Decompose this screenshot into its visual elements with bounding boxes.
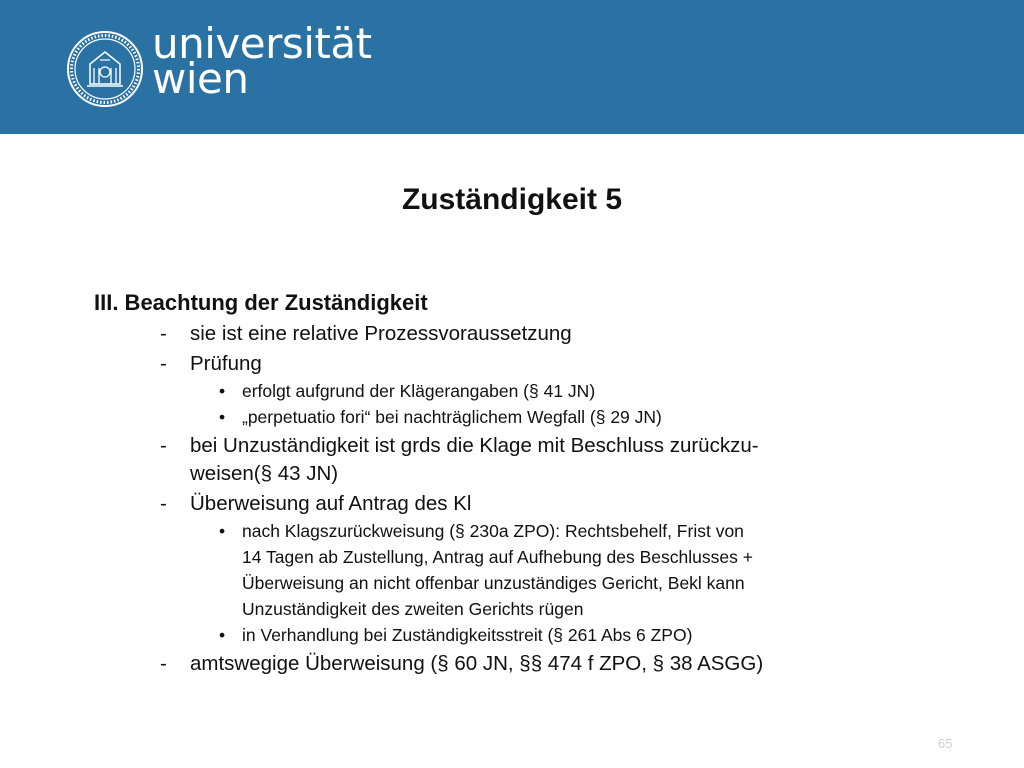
list-item-ueberweisung-antrag xyxy=(94,490,954,518)
sub-item-text-line3: Überweisung an nicht offenbar unzuständiges Gericht, Bekl kann xyxy=(242,573,745,593)
list-item-text: Überweisung auf Antrag des Kl xyxy=(190,492,472,515)
sub-item-text-line2: 14 Tagen ab Zustellung, Antrag auf Aufhebung des Beschlusses + xyxy=(242,547,753,567)
page-number: 65 xyxy=(938,736,953,751)
university-seal-icon xyxy=(66,30,144,108)
bullet-marker: • xyxy=(219,381,226,401)
list-item-amtswegige-ueberweisung xyxy=(94,650,954,678)
dash-marker: - xyxy=(160,492,167,515)
list-item-pruefung xyxy=(94,350,954,378)
bullet-marker: • xyxy=(219,521,226,541)
dash-marker: - xyxy=(160,434,167,457)
logo-wordmark xyxy=(152,19,372,103)
list-item-unzustaendigkeit xyxy=(94,432,954,488)
list-item-text: Prüfung xyxy=(190,352,262,375)
sub-item-text: in Verhandlung bei Zuständigkeitsstreit (§ 261 Abs 6 ZPO) xyxy=(242,625,693,645)
dash-marker: - xyxy=(160,352,167,375)
sub-item-zustaendigkeitsstreit xyxy=(94,622,954,648)
list-item-relative-prozessvoraussetzung xyxy=(94,320,954,348)
list-item-text: amtswegige Überweisung (§ 60 JN, §§ 474 f ZPO, § 38 ASGG) xyxy=(190,652,764,675)
list-item-text-line1: bei Unzuständigkeit ist grds die Klage mit Beschluss zurückzu- xyxy=(190,434,759,457)
slide-title: Zuständigkeit 5 xyxy=(401,183,623,216)
dash-marker: - xyxy=(160,652,167,675)
bullet-marker: • xyxy=(219,407,226,427)
slide-content xyxy=(94,288,954,678)
sub-item-text: erfolgt aufgrund der Klägerangaben (§ 41 JN) xyxy=(242,381,596,401)
sub-item-perpetuatio-fori xyxy=(94,404,954,430)
sub-item-text: „perpetuatio fori“ bei nachträglichem Wegfall (§ 29 JN) xyxy=(242,407,662,427)
list-item-text-line2: weisen(§ 43 JN) xyxy=(190,462,339,485)
sub-item-text-line1: nach Klagszurückweisung (§ 230a ZPO): Rechtsbehelf, Frist von xyxy=(242,521,744,541)
bullet-marker: • xyxy=(219,625,226,645)
sub-item-klaegerangaben xyxy=(94,378,954,404)
section-heading: III. Beachtung der Zuständigkeit xyxy=(94,290,428,315)
logo-line-universitaet: universität xyxy=(152,19,372,68)
logo-line-wien: wien xyxy=(152,54,249,103)
sub-item-text-line4: Unzuständigkeit des zweiten Gerichts rügen xyxy=(242,599,584,619)
university-logo[interactable] xyxy=(66,19,372,110)
list-item-text: sie ist eine relative Prozessvoraussetzung xyxy=(190,322,572,345)
dash-marker: - xyxy=(160,322,167,345)
header-bar xyxy=(0,0,1024,134)
sub-item-klagszurueckweisung xyxy=(94,518,954,622)
